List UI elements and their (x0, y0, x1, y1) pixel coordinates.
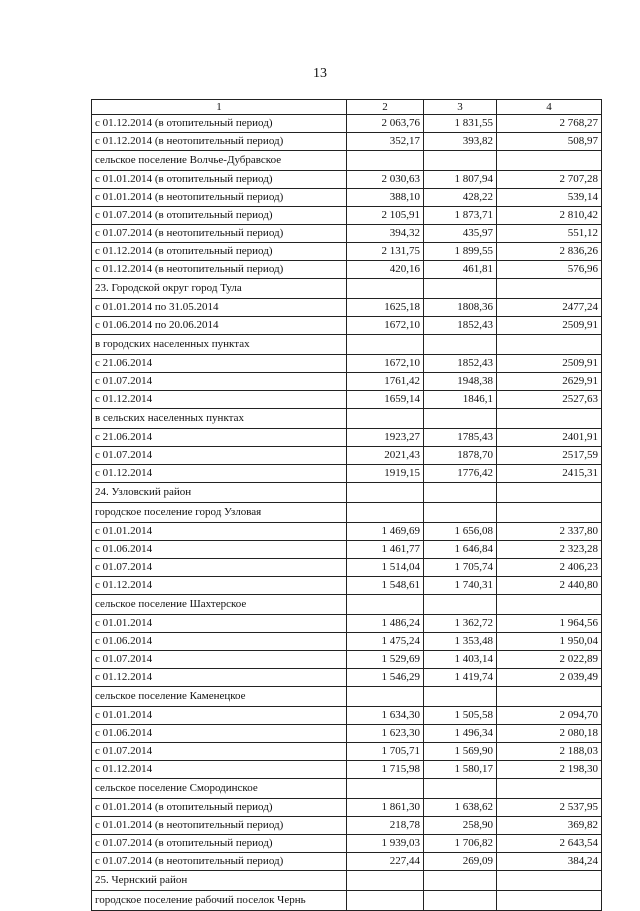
row-label-cell: с 21.06.2014 (92, 429, 347, 447)
value-cell: 1 623,30 (347, 725, 424, 743)
row-label-cell: с 01.12.2014 (в неотопительный период) (92, 133, 347, 151)
row-label-cell: с 01.12.2014 (в неотопительный период) (92, 261, 347, 279)
table-row (92, 835, 602, 853)
value-cell: 428,22 (424, 189, 497, 207)
value-cell (497, 409, 602, 429)
value-cell: 1948,38 (424, 373, 497, 391)
table-row (92, 633, 602, 651)
value-cell: 384,24 (497, 853, 602, 871)
value-cell: 1625,18 (347, 299, 424, 317)
value-cell (497, 335, 602, 355)
value-cell: 1785,43 (424, 429, 497, 447)
value-cell: 1 873,71 (424, 207, 497, 225)
value-cell (347, 483, 424, 503)
value-cell: 1 580,17 (424, 761, 497, 779)
row-label-cell: с 01.01.2014 (в отопительный период) (92, 799, 347, 817)
value-cell: 2 337,80 (497, 523, 602, 541)
value-cell: 2527,63 (497, 391, 602, 409)
value-cell: 2509,91 (497, 317, 602, 335)
value-cell: 1 353,48 (424, 633, 497, 651)
value-cell: 2 039,49 (497, 669, 602, 687)
value-cell: 2 198,30 (497, 761, 602, 779)
value-cell: 1 638,62 (424, 799, 497, 817)
value-cell: 2 406,23 (497, 559, 602, 577)
value-cell: 1 548,61 (347, 577, 424, 595)
column-header: 1 (92, 100, 347, 115)
value-cell: 2 030,63 (347, 171, 424, 189)
value-cell: 508,97 (497, 133, 602, 151)
value-cell: 1 656,08 (424, 523, 497, 541)
value-cell: 1672,10 (347, 317, 424, 335)
value-cell (347, 871, 424, 891)
value-cell: 1 486,24 (347, 615, 424, 633)
table-row (92, 707, 602, 725)
value-cell: 1 950,04 (497, 633, 602, 651)
row-label-cell: с 01.07.2014 (92, 743, 347, 761)
row-label-cell: 25. Чернский район (92, 871, 347, 891)
value-cell: 1 861,30 (347, 799, 424, 817)
value-cell: 2 707,28 (497, 171, 602, 189)
table-row (92, 483, 602, 503)
value-cell: 388,10 (347, 189, 424, 207)
value-cell (497, 151, 602, 171)
value-cell: 1 505,58 (424, 707, 497, 725)
table-row (92, 299, 602, 317)
value-cell: 1808,36 (424, 299, 497, 317)
value-cell: 435,97 (424, 225, 497, 243)
row-label-cell: с 01.06.2014 (92, 541, 347, 559)
value-cell (424, 503, 497, 523)
value-cell: 2 768,27 (497, 115, 602, 133)
value-cell: 2517,59 (497, 447, 602, 465)
value-cell: 1 362,72 (424, 615, 497, 633)
page-number: 13 (313, 66, 327, 81)
row-label-cell: с 01.12.2014 (92, 577, 347, 595)
table-row (92, 409, 602, 429)
row-label-cell: с 01.01.2014 по 31.05.2014 (92, 299, 347, 317)
row-label-cell: с 01.12.2014 (в отопительный период) (92, 243, 347, 261)
value-cell: 2 063,76 (347, 115, 424, 133)
table-row (92, 817, 602, 835)
value-cell (347, 595, 424, 615)
value-cell (424, 871, 497, 891)
row-label-cell: 23. Городской округ город Тула (92, 279, 347, 299)
value-cell: 2415,31 (497, 465, 602, 483)
value-cell: 2 810,42 (497, 207, 602, 225)
table-row (92, 133, 602, 151)
table-row (92, 225, 602, 243)
value-cell: 394,32 (347, 225, 424, 243)
table-row (92, 391, 602, 409)
value-cell: 2 080,18 (497, 725, 602, 743)
row-label-cell: с 01.01.2014 (92, 615, 347, 633)
row-label-cell: сельское поселение Смородинское (92, 779, 347, 799)
row-label-cell: с 01.07.2014 (в неотопительный период) (92, 853, 347, 871)
value-cell: 258,90 (424, 817, 497, 835)
value-cell: 1672,10 (347, 355, 424, 373)
table-row (92, 207, 602, 225)
value-cell: 227,44 (347, 853, 424, 871)
value-cell: 1 529,69 (347, 651, 424, 669)
row-label-cell: с 01.07.2014 (92, 651, 347, 669)
column-header: 2 (347, 100, 424, 115)
value-cell: 2 323,28 (497, 541, 602, 559)
row-label-cell: сельское поселение Каменецкое (92, 687, 347, 707)
value-cell (424, 409, 497, 429)
row-label-cell: с 01.07.2014 (в отопительный период) (92, 835, 347, 853)
row-label-cell: с 01.07.2014 (в неотопительный период) (92, 225, 347, 243)
row-label-cell: 24. Узловский район (92, 483, 347, 503)
value-cell (424, 687, 497, 707)
value-cell (424, 151, 497, 171)
value-cell (424, 483, 497, 503)
value-cell (424, 595, 497, 615)
value-cell (424, 279, 497, 299)
table-row (92, 523, 602, 541)
value-cell (424, 891, 497, 911)
value-cell: 2 836,26 (497, 243, 602, 261)
table-row (92, 595, 602, 615)
table-row (92, 429, 602, 447)
value-cell: 218,78 (347, 817, 424, 835)
table-row (92, 651, 602, 669)
value-cell: 1 569,90 (424, 743, 497, 761)
value-cell (347, 409, 424, 429)
table-row (92, 171, 602, 189)
value-cell: 2021,43 (347, 447, 424, 465)
table-row (92, 615, 602, 633)
value-cell: 2 440,80 (497, 577, 602, 595)
value-cell: 2 105,91 (347, 207, 424, 225)
value-cell (347, 687, 424, 707)
value-cell: 551,12 (497, 225, 602, 243)
value-cell: 2 094,70 (497, 707, 602, 725)
value-cell (497, 779, 602, 799)
value-cell: 352,17 (347, 133, 424, 151)
value-cell (347, 891, 424, 911)
value-cell (497, 871, 602, 891)
row-label-cell: с 01.01.2014 (в отопительный период) (92, 171, 347, 189)
tariff-table-body (92, 100, 602, 911)
table-row (92, 725, 602, 743)
value-cell: 1923,27 (347, 429, 424, 447)
value-cell: 393,82 (424, 133, 497, 151)
row-label-cell: с 01.07.2014 (92, 447, 347, 465)
tariff-table (91, 99, 602, 911)
value-cell: 2 643,54 (497, 835, 602, 853)
table-row (92, 577, 602, 595)
row-label-cell: в сельских населенных пунктах (92, 409, 347, 429)
row-label-cell: с 01.12.2014 (92, 669, 347, 687)
value-cell: 2 131,75 (347, 243, 424, 261)
row-label-cell: с 01.07.2014 (в отопительный период) (92, 207, 347, 225)
table-row (92, 503, 602, 523)
value-cell (347, 335, 424, 355)
table-row (92, 761, 602, 779)
value-cell: 1 403,14 (424, 651, 497, 669)
value-cell: 1 705,71 (347, 743, 424, 761)
table-row (92, 853, 602, 871)
table-row (92, 687, 602, 707)
table-row (92, 799, 602, 817)
table-row (92, 447, 602, 465)
row-label-cell: с 01.07.2014 (92, 373, 347, 391)
row-label-cell: с 21.06.2014 (92, 355, 347, 373)
value-cell (347, 279, 424, 299)
value-cell: 1 646,84 (424, 541, 497, 559)
table-row (92, 335, 602, 355)
row-label-cell: городское поселение город Узловая (92, 503, 347, 523)
value-cell (497, 891, 602, 911)
table-row (92, 151, 602, 171)
value-cell: 1 496,34 (424, 725, 497, 743)
value-cell: 1 964,56 (497, 615, 602, 633)
value-cell: 1852,43 (424, 317, 497, 335)
value-cell: 1 461,77 (347, 541, 424, 559)
row-label-cell: с 01.01.2014 (в неотопительный период) (92, 189, 347, 207)
value-cell (497, 595, 602, 615)
table-row (92, 743, 602, 761)
value-cell: 576,96 (497, 261, 602, 279)
value-cell: 2401,91 (497, 429, 602, 447)
value-cell: 1 469,69 (347, 523, 424, 541)
value-cell: 420,16 (347, 261, 424, 279)
table-row (92, 669, 602, 687)
value-cell: 1 706,82 (424, 835, 497, 853)
row-label-cell: сельское поселение Шахтерское (92, 595, 347, 615)
value-cell: 369,82 (497, 817, 602, 835)
row-label-cell: с 01.01.2014 (92, 707, 347, 725)
table-row (92, 779, 602, 799)
value-cell (497, 503, 602, 523)
row-label-cell: сельское поселение Волчье-Дубравское (92, 151, 347, 171)
row-label-cell: в городских населенных пунктах (92, 335, 347, 355)
value-cell: 1878,70 (424, 447, 497, 465)
row-label-cell: с 01.06.2014 (92, 633, 347, 651)
value-cell: 269,09 (424, 853, 497, 871)
value-cell: 1 740,31 (424, 577, 497, 595)
value-cell: 2 537,95 (497, 799, 602, 817)
value-cell (347, 503, 424, 523)
value-cell: 1 419,74 (424, 669, 497, 687)
value-cell: 1 831,55 (424, 115, 497, 133)
value-cell: 1 939,03 (347, 835, 424, 853)
row-label-cell: с 01.12.2014 (92, 761, 347, 779)
table-row (92, 317, 602, 335)
row-label-cell: с 01.07.2014 (92, 559, 347, 577)
table-row (92, 541, 602, 559)
value-cell (347, 779, 424, 799)
value-cell: 2 022,89 (497, 651, 602, 669)
value-cell (424, 335, 497, 355)
value-cell (347, 151, 424, 171)
value-cell: 1 475,24 (347, 633, 424, 651)
value-cell: 2 188,03 (497, 743, 602, 761)
value-cell: 1 634,30 (347, 707, 424, 725)
value-cell: 1852,43 (424, 355, 497, 373)
value-cell (424, 779, 497, 799)
table-row (92, 279, 602, 299)
row-label-cell: с 01.12.2014 (92, 391, 347, 409)
row-label-cell: с 01.12.2014 (92, 465, 347, 483)
table-row (92, 243, 602, 261)
table-row (92, 115, 602, 133)
value-cell (497, 483, 602, 503)
value-cell: 1 705,74 (424, 559, 497, 577)
value-cell: 1761,42 (347, 373, 424, 391)
table-row (92, 559, 602, 577)
row-label-cell: с 01.01.2014 (в неотопительный период) (92, 817, 347, 835)
table-row (92, 891, 602, 911)
table-row (92, 189, 602, 207)
value-cell: 1846,1 (424, 391, 497, 409)
value-cell: 1919,15 (347, 465, 424, 483)
value-cell: 461,81 (424, 261, 497, 279)
table-row (92, 261, 602, 279)
value-cell: 1 546,29 (347, 669, 424, 687)
column-header: 4 (497, 100, 602, 115)
row-label-cell: городское поселение рабочий поселок Чернь (92, 891, 347, 911)
row-label-cell: с 01.06.2014 по 20.06.2014 (92, 317, 347, 335)
table-row (92, 871, 602, 891)
column-header: 3 (424, 100, 497, 115)
value-cell: 2509,91 (497, 355, 602, 373)
row-label-cell: с 01.12.2014 (в отопительный период) (92, 115, 347, 133)
value-cell: 1 899,55 (424, 243, 497, 261)
row-label-cell: с 01.06.2014 (92, 725, 347, 743)
table-row (92, 465, 602, 483)
value-cell (497, 687, 602, 707)
value-cell: 2477,24 (497, 299, 602, 317)
table-row (92, 373, 602, 391)
value-cell: 1 715,98 (347, 761, 424, 779)
value-cell: 1 807,94 (424, 171, 497, 189)
value-cell: 539,14 (497, 189, 602, 207)
value-cell: 1 514,04 (347, 559, 424, 577)
value-cell: 1776,42 (424, 465, 497, 483)
value-cell (497, 279, 602, 299)
value-cell: 1659,14 (347, 391, 424, 409)
row-label-cell: с 01.01.2014 (92, 523, 347, 541)
table-row (92, 355, 602, 373)
value-cell: 2629,91 (497, 373, 602, 391)
table-header-row (92, 100, 602, 115)
